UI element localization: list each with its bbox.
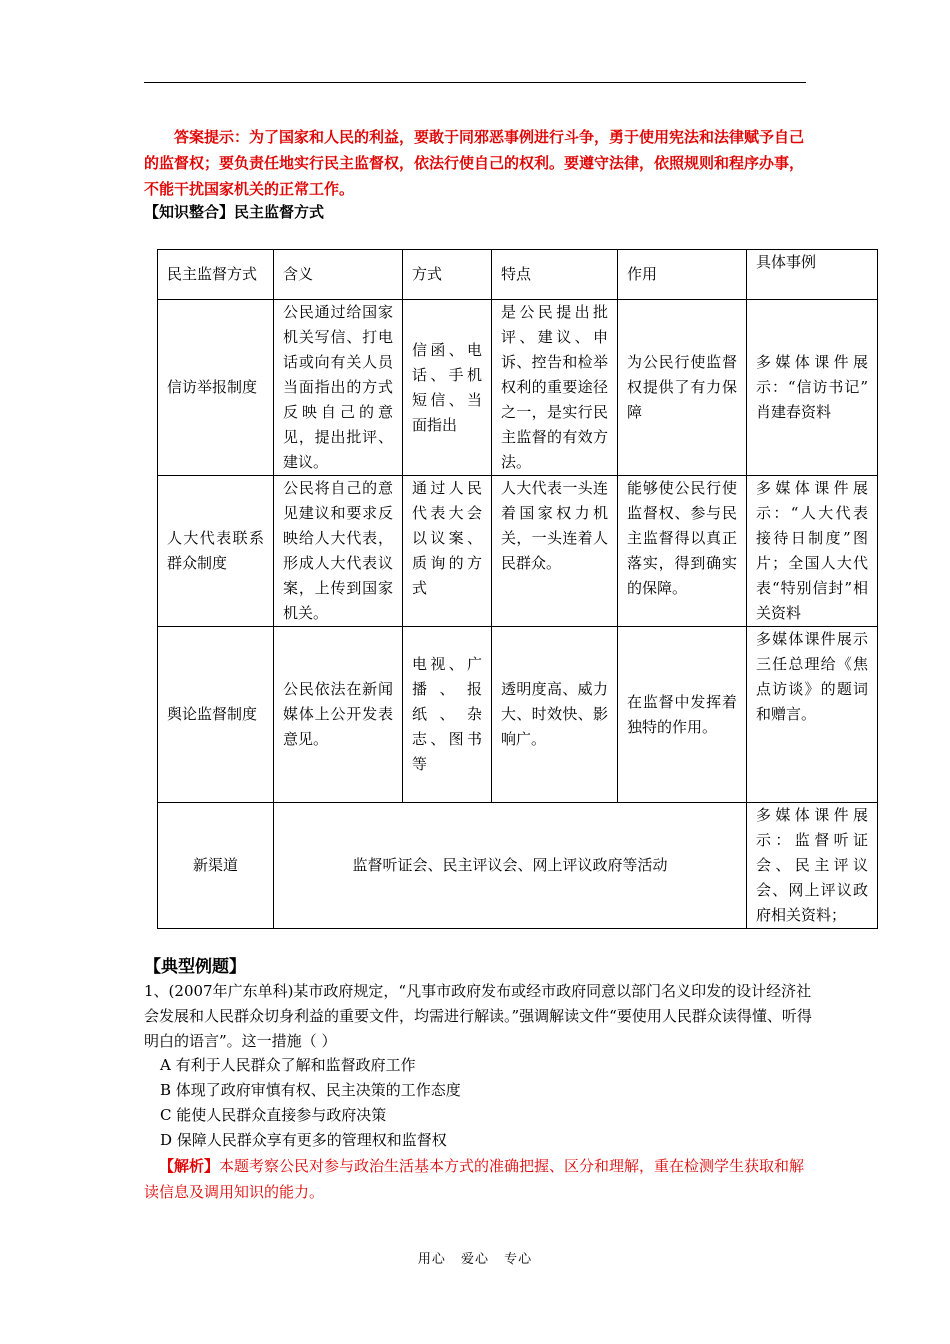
row-meaning: 公民通过给国家机关写信、打电话或向有关人员当面指出的方式反映自己的意见，提出批评、建议。 <box>274 300 403 476</box>
section-title: 【知识整合】民主监督方式 <box>144 203 325 221</box>
row-feature: 是公民提出批评、建议、申诉、控告和检举权利的重要途径之一，是实行民主监督的有效方法。 <box>492 300 618 476</box>
row-method: 电视、广播、报纸、杂志、图书等 <box>403 627 492 803</box>
analysis-label: 【解析】 <box>159 1157 220 1175</box>
row-meaning: 公民依法在新闻媒体上公开发表意见。 <box>274 627 403 803</box>
row-example: 多媒体课件展示：监督听证会、民主评议会、网上评议政府相关资料； <box>747 803 878 929</box>
option-d: D 保障人民群众享有更多的管理权和监督权 <box>160 1131 447 1149</box>
option-b: B 体现了政府审慎有权、民主决策的工作态度 <box>160 1081 461 1099</box>
header-cell: 作用 <box>618 250 747 300</box>
option-c: C 能使人民群众直接参与政府决策 <box>160 1106 387 1124</box>
examples-title: 【典型例题】 <box>144 957 246 977</box>
header-cell: 民主监督方式 <box>158 250 274 300</box>
page-footer: 用心 爱心 专心 <box>417 1252 533 1267</box>
row-role: 为公民行使监督权提供了有力保障 <box>618 300 747 476</box>
options-list <box>160 1053 461 1153</box>
row-role: 在监督中发挥着独特的作用。 <box>618 627 747 803</box>
row-example: 多媒体课件展示：“人大代表接待日制度”图片；全国人大代表“特别信封”相关资料 <box>747 476 878 627</box>
row-example: 多媒体课件展示：“信访书记” 肖建春资料 <box>747 300 878 476</box>
row-feature: 透明度高、威力大、时效快、影响广。 <box>492 627 618 803</box>
table-row <box>158 803 878 929</box>
row-example: 多媒体课件展示三任总理给《焦点访谈》的题词和赠言。 <box>747 627 878 803</box>
row-method: 信函、电话、手机短信、当面指出 <box>403 300 492 476</box>
row-feature: 人大代表一头连着国家权力机关，一头连着人民群众。 <box>492 476 618 627</box>
table-row <box>158 627 878 803</box>
question-text: 1、(2007年广东单科)某市政府规定，“凡事市政府发布或经市政府同意以部门名义印发的设计经济社会发展和人民群众切身利益的重要文件，均需进行解读。”强调解读文件“要使用人民群众读得懂、听得明白的语言”。这一措施（ ） <box>144 982 812 1050</box>
row-content: 监督听证会、民主评议会、网上评议政府等活动 <box>274 803 747 929</box>
header-rule <box>144 82 806 83</box>
header-cell: 特点 <box>492 250 618 300</box>
row-role: 能够使公民行使监督权、参与民主监督得以真正落实，得到确实的保障。 <box>618 476 747 627</box>
option-a: A 有利于人民群众了解和监督政府工作 <box>160 1056 416 1074</box>
row-name: 新渠道 <box>158 803 274 929</box>
row-meaning: 公民将自己的意见建议和要求反映给人大代表，形成人大代表议案，上传到国家机关。 <box>274 476 403 627</box>
table-row <box>158 300 878 476</box>
analysis-text: 本题考察公民对参与政治生活基本方式的准确把握、区分和理解，重在检测学生获取和解读信息及调用知识的能力。 <box>144 1157 805 1201</box>
answer-hint: 答案提示：为了国家和人民的利益，要敢于同邪恶事例进行斗争，勇于使用宪法和法律赋予自己的监督权；要负责任地实行民主监督权，依法行使自己的权利。要遵守法律，依照规则和程序办事，不能干扰国家机关的正常工作。 <box>144 128 805 198</box>
supervision-table <box>157 249 878 929</box>
row-name: 舆论监督制度 <box>158 627 274 803</box>
row-name: 人大代表联系群众制度 <box>158 476 274 627</box>
table-header-row <box>158 250 878 300</box>
header-cell: 含义 <box>274 250 403 300</box>
table-row <box>158 476 878 627</box>
analysis <box>144 1153 812 1205</box>
row-name: 信访举报制度 <box>158 300 274 476</box>
row-method: 通过人民代表大会以议案、质询的方式 <box>403 476 492 627</box>
header-cell: 方式 <box>403 250 492 300</box>
header-cell: 具体事例 <box>747 250 878 300</box>
